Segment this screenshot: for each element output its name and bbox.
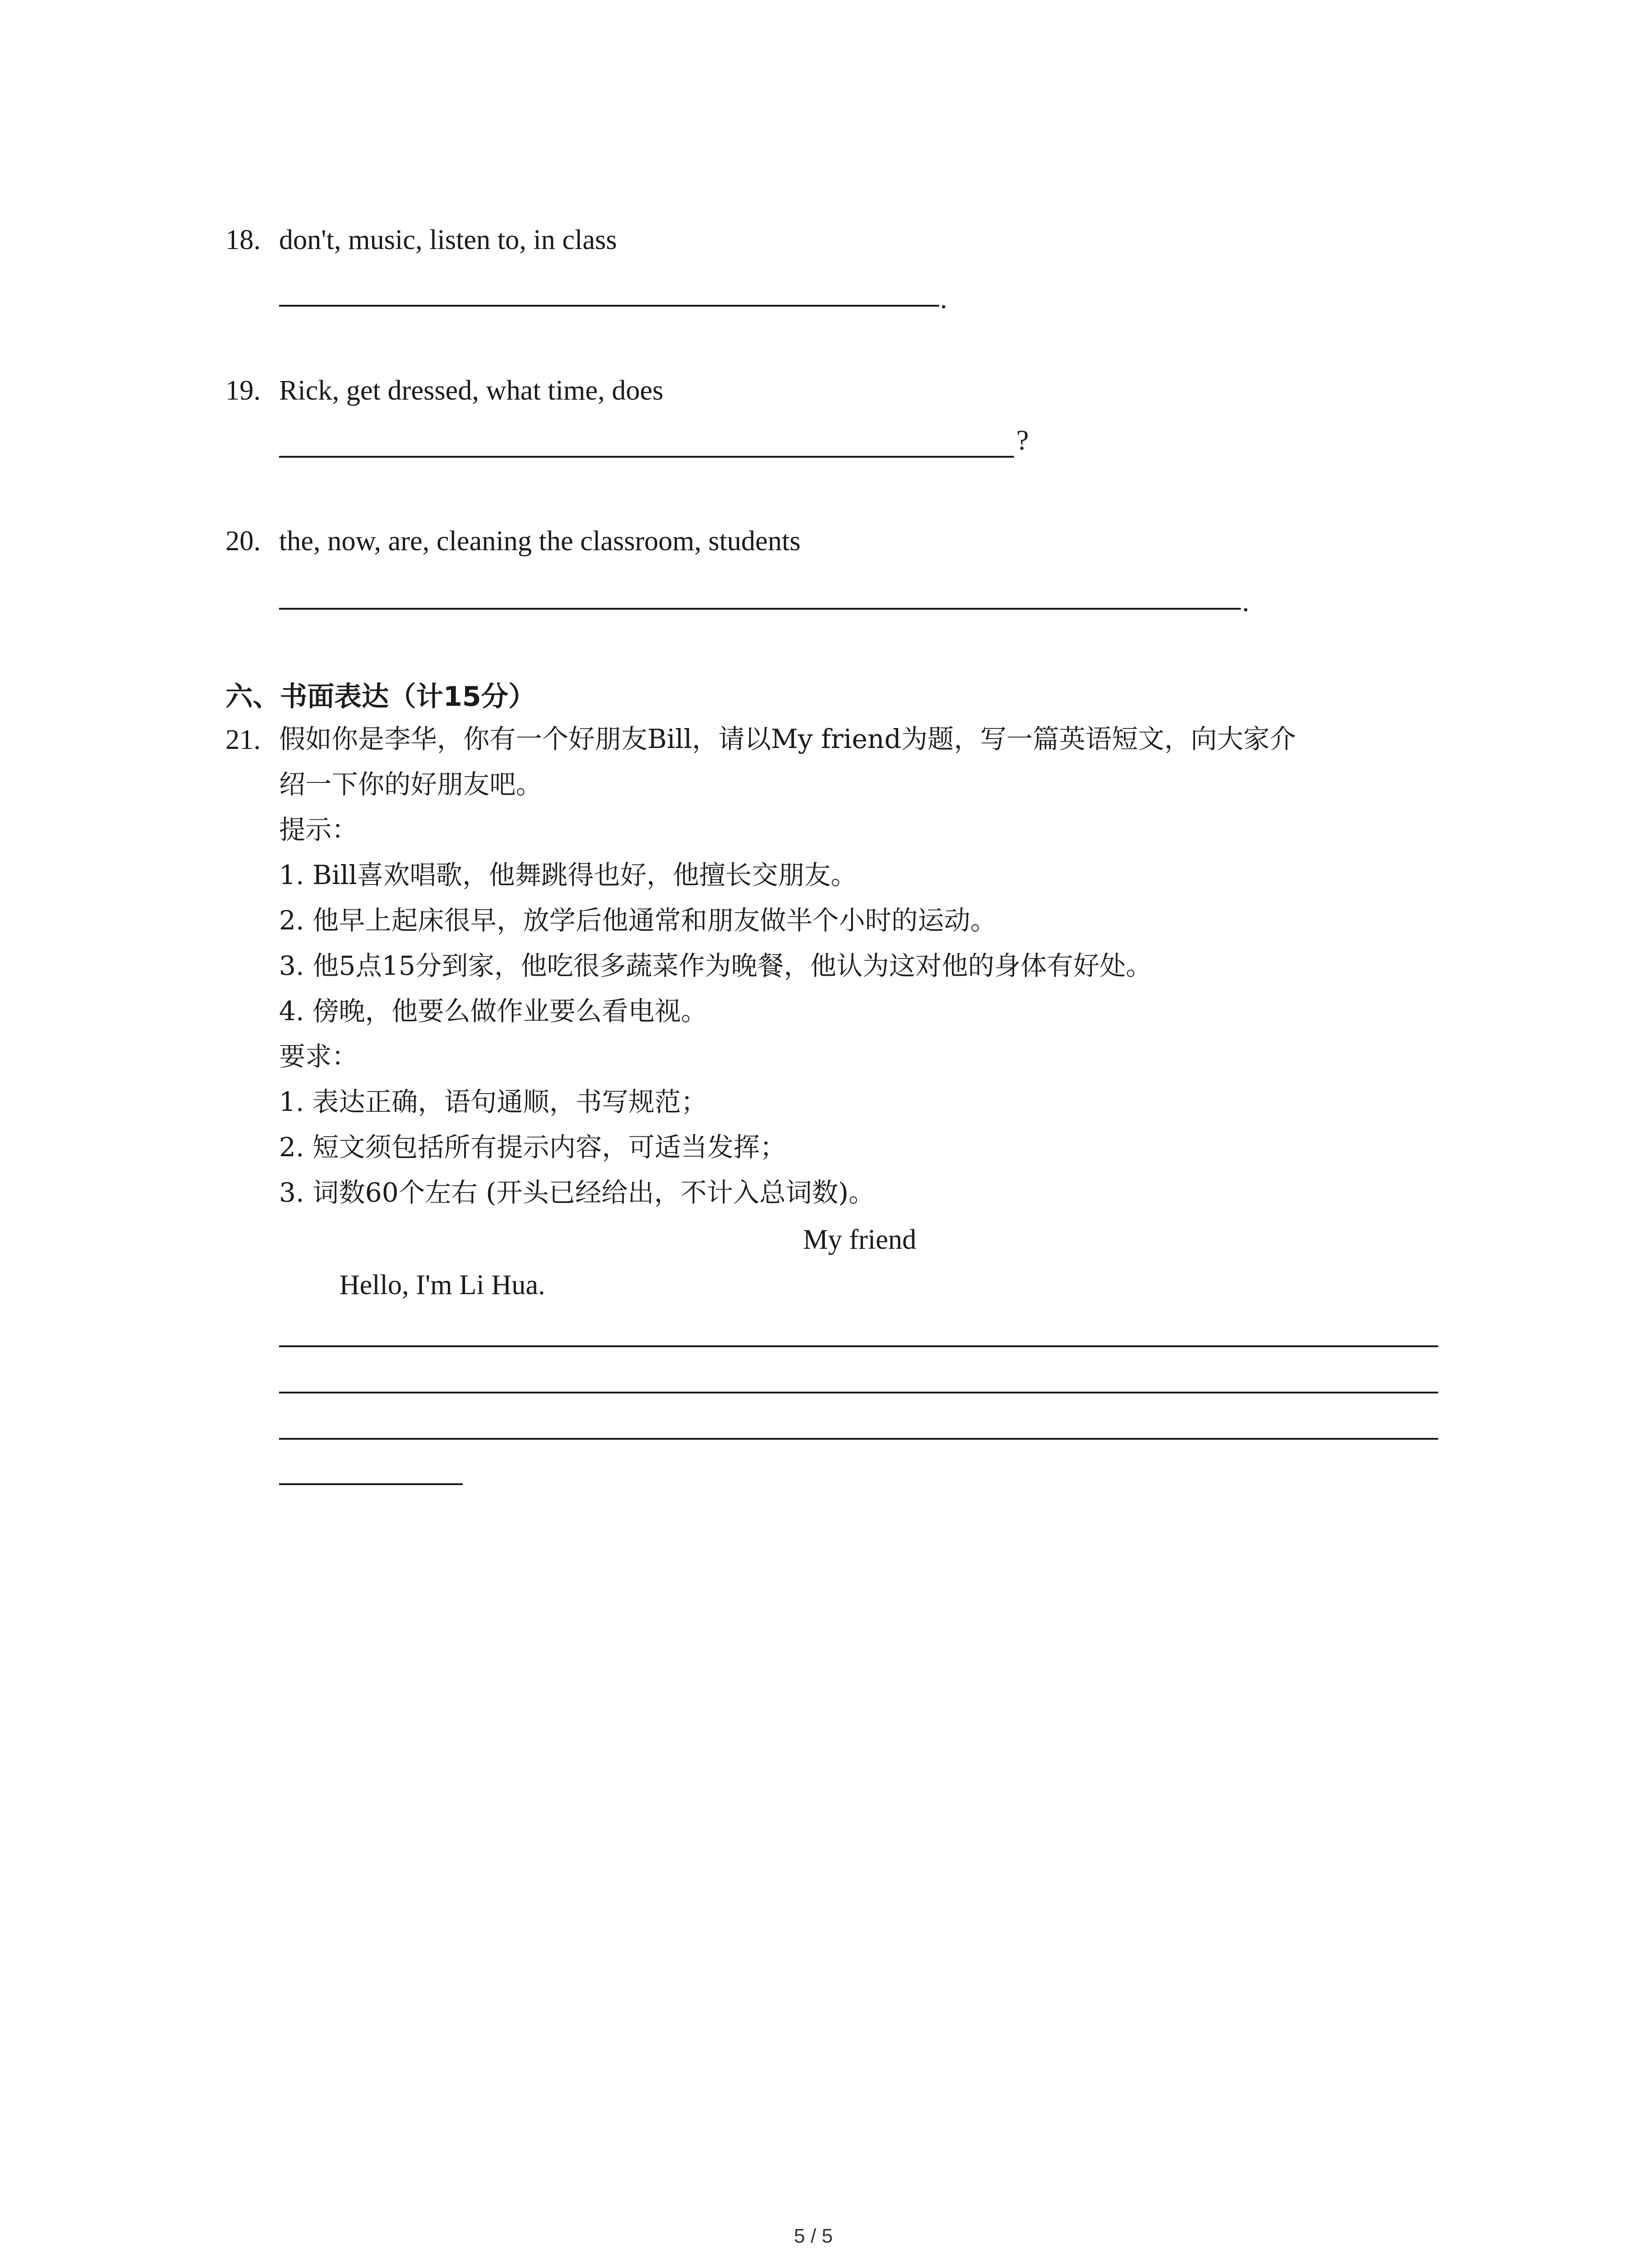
requirement-item: 3. 词数60个左右 (开头已经给出，不计入总词数)。 [279,1177,875,1208]
essay-writing-line[interactable] [279,1438,1438,1440]
requirement-item: 2. 短文须包括所有提示内容，可适当发挥； [279,1132,786,1163]
question-21-number: 21. [225,724,261,755]
answer-line-19[interactable] [279,456,1014,458]
page-number: 5 / 5 [794,2225,833,2247]
hint-item: 3. 他5点15分到家，他吃很多蔬菜作为晚餐，他认为这对他的身体有好处。 [279,950,1152,981]
question-18-number: 18. [225,225,261,255]
hints-label: 提示： [279,814,358,845]
essay-title: My friend [803,1224,916,1255]
question-20-words: the, now, are, cleaning the classroom, students [279,526,801,557]
question-21-prompt-line2: 绍一下你的好朋友吧。 [279,769,543,800]
hint-item: 1. Bill喜欢唱歌，他舞跳得也好，他擅长交朋友。 [279,860,857,890]
essay-writing-line[interactable] [279,1345,1438,1347]
question-19-number: 19. [225,375,261,406]
question-20-number: 20. [225,526,261,557]
question-18-words: don't, music, listen to, in class [279,225,617,255]
hint-item: 2. 他早上起床很早，放学后他通常和朋友做半个小时的运动。 [279,905,997,936]
answer-line-18[interactable] [279,305,939,307]
question-18-end-mark: . [940,284,947,314]
requirements-label: 要求： [279,1041,358,1072]
section-heading: 六、书面表达（计15分） [225,681,536,713]
essay-writing-line[interactable] [279,1483,463,1485]
essay-writing-line[interactable] [279,1392,1438,1393]
question-21-prompt-line1: 假如你是李华，你有一个好朋友Bill，请以My friend为题，写一篇英语短文，向大家介 [279,723,1296,754]
answer-line-20[interactable] [279,608,1241,610]
hint-item: 4. 傍晚，他要么做作业要么看电视。 [279,996,707,1026]
requirement-item: 1. 表达正确，语句通顺，书写规范； [279,1086,707,1117]
question-20-end-mark: . [1242,587,1249,617]
question-19-words: Rick, get dressed, what time, does [279,375,664,406]
essay-opening: Hello, I'm Li Hua. [339,1270,545,1300]
question-19-end-mark: ? [1016,425,1029,456]
